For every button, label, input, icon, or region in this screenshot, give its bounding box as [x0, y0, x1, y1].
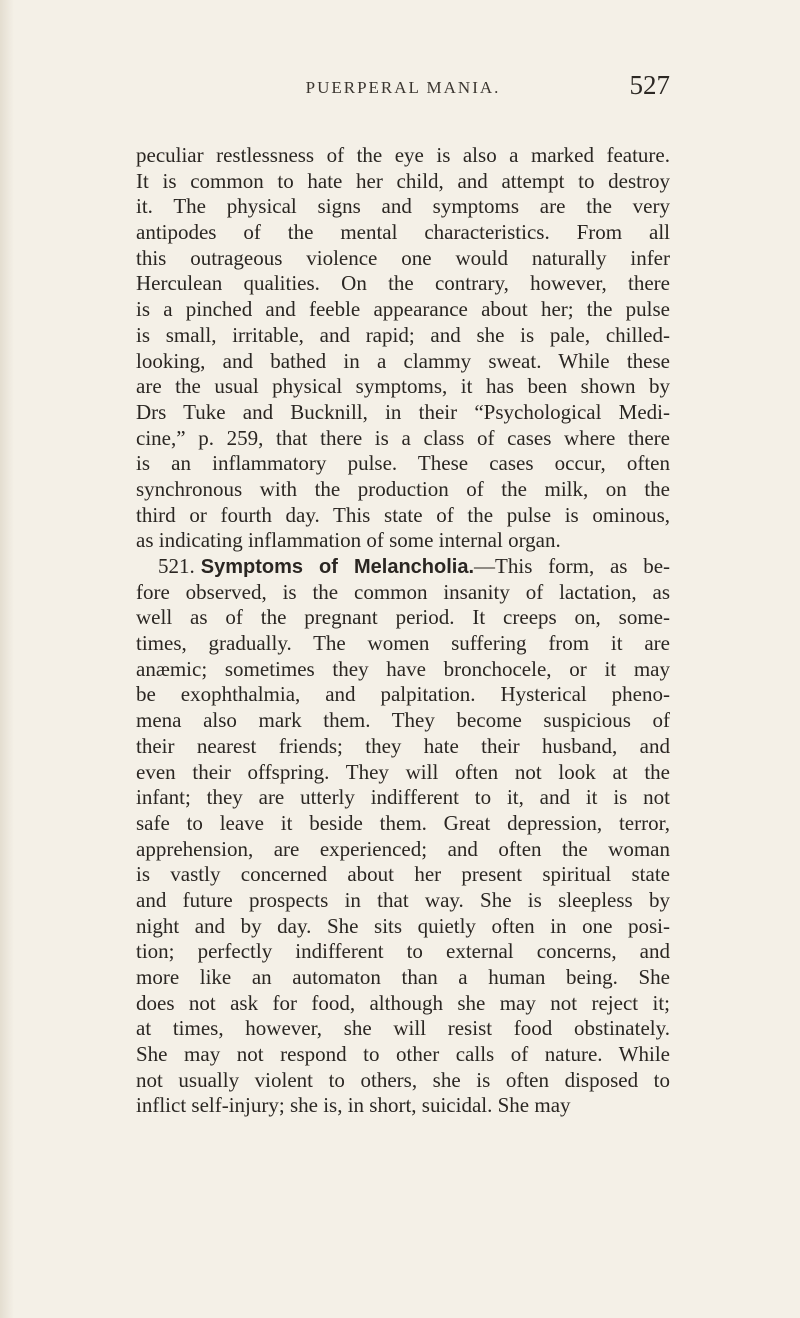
text-line: times, gradually. The women suffering from it are	[136, 631, 670, 656]
text-line: It is common to hate her child, and attempt to destroy	[136, 168, 670, 193]
page-gutter-shadow	[0, 0, 14, 1318]
text-line: is small, irritable, and rapid; and she is pale, chilled-	[136, 322, 670, 347]
text-line: is an inflammatory pulse. These cases occur, often	[136, 451, 670, 476]
paragraph-continued	[136, 143, 670, 554]
text-line: does not ask for food, although she may not reject it;	[136, 990, 670, 1015]
text-line: more like an automaton than a human being. She	[136, 965, 670, 989]
text-line: antipodes of the mental characteristics. From all	[136, 220, 670, 245]
text-line: be exophthalmia, and palpitation. Hysterical pheno-	[136, 682, 670, 707]
text-line: are the usual physical symptoms, it has been shown by	[136, 374, 670, 399]
body-text	[136, 143, 670, 1119]
section-number: 521.	[158, 554, 195, 578]
text-line: infant; they are utterly indifferent to it, and it is not	[136, 785, 670, 810]
text-line: peculiar restlessness of the eye is also a marked feature.	[136, 143, 670, 167]
text-line: night and by day. She sits quietly often in one posi-	[136, 913, 670, 938]
text-line: safe to leave it beside them. Great depression, terror,	[136, 810, 670, 835]
text-line: She may not respond to other calls of nature. While	[136, 1042, 670, 1067]
text-line: tion; perfectly indifferent to external concerns, and	[136, 939, 670, 964]
page-header	[136, 70, 670, 110]
text-line: and future prospects in that way. She is sleepless by	[136, 887, 670, 912]
text-line: synchronous with the production of the milk, on the	[136, 476, 670, 501]
text-line: at times, however, she will resist food obstinately.	[136, 1016, 670, 1041]
text-line: well as of the pregnant period. It creeps on, some-	[136, 605, 670, 630]
text-line: not usually violent to others, she is often disposed to	[136, 1067, 670, 1092]
text-line: as indicating inflammation of some internal organ.	[136, 528, 561, 553]
text-line: this outrageous violence one would naturally infer	[136, 245, 670, 270]
section-first-line-text: —This form, as be-	[474, 554, 671, 578]
text-line: cine,” p. 259, that there is a class of cases where there	[136, 425, 670, 450]
text-line: anæmic; sometimes they have bronchocele, or it may	[136, 656, 670, 681]
text-line: their nearest friends; they hate their husband, and	[136, 733, 670, 758]
text-line: looking, and bathed in a clammy sweat. While these	[136, 348, 670, 373]
section-first-line	[136, 554, 670, 580]
text-line: third or fourth day. This state of the pulse is ominous,	[136, 502, 670, 527]
text-line: mena also mark them. They become suspicious of	[136, 708, 670, 733]
text-line: is vastly concerned about her present spiritual state	[136, 862, 670, 887]
text-line: it. The physical signs and symptoms are the very	[136, 194, 670, 219]
text-line: apprehension, are experienced; and often the woman	[136, 836, 670, 861]
section-heading: Symptoms of Melancholia.	[200, 556, 475, 578]
text-line: inflict self-injury; she is, in short, suicidal. She may	[136, 1093, 571, 1118]
text-line: even their offspring. They will often not look at the	[136, 759, 670, 784]
text-line: Herculean qualities. On the contrary, however, there	[136, 271, 670, 296]
text-line: Drs Tuke and Bucknill, in their “Psychological Medi-	[136, 399, 670, 424]
page-number: 527	[629, 70, 670, 100]
section-521	[136, 554, 670, 1119]
text-line: fore observed, is the common insanity of lactation, as	[136, 579, 670, 604]
running-head: PUERPERAL MANIA.	[305, 78, 501, 97]
text-line: is a pinched and feeble appearance about her; the pulse	[136, 297, 670, 322]
